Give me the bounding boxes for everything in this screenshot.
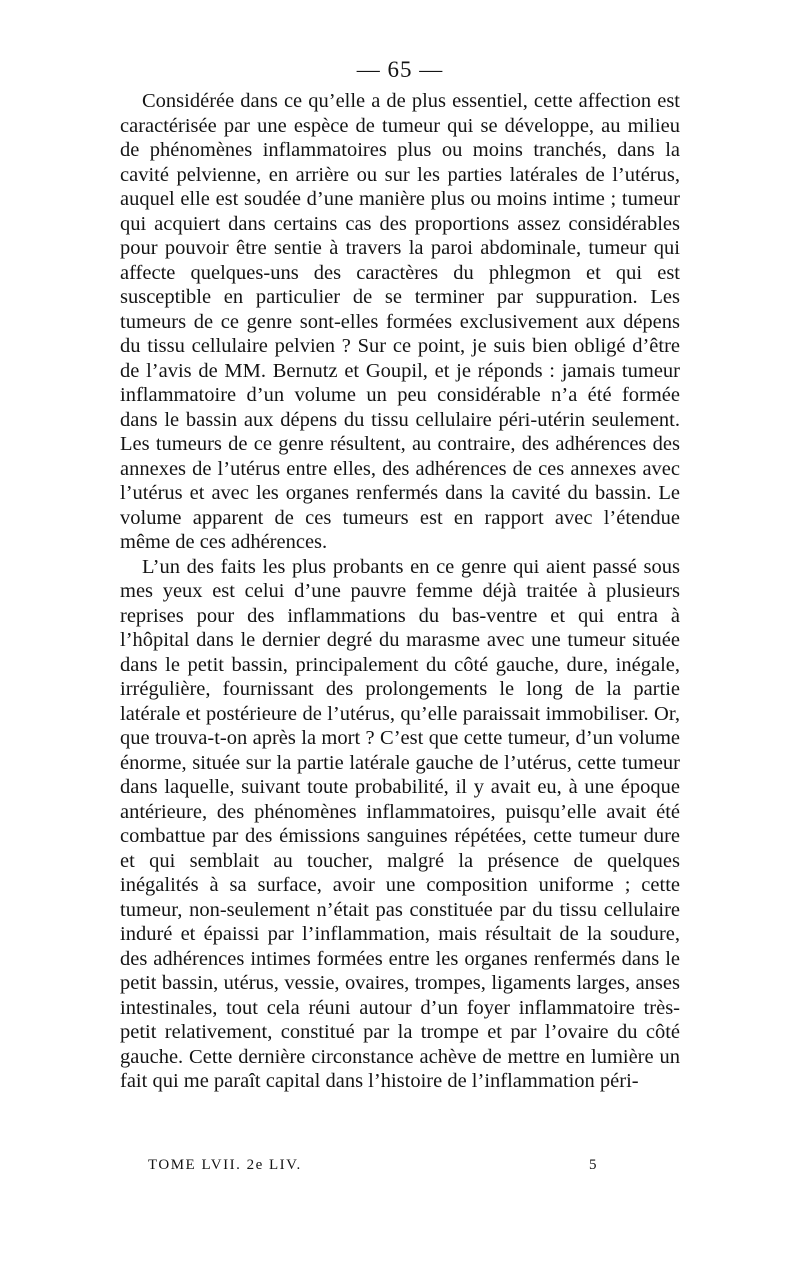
body-text bbox=[120, 89, 680, 1094]
sheet-number: 5 bbox=[589, 1157, 598, 1173]
paragraph-2: L’un des faits les plus probants en ce genre qui aient passé sous mes yeux est celui d’une pauvre femme déjà traitée à plusieurs reprises pour des inflammations du bas-ventre et qui entra à l’hôpital dans le dernier degré du marasme avec une tumeur située dans le petit bassin, principalement du côté gauche, dure, inégale, irrégulière, fournissant des prolongements le long de la partie latérale et postérieure de l’utérus, qu’elle paraissait immobiliser. Or, que trouva-t-on après la mort ? C’est que cette tumeur, d’un volume énorme, située sur la partie latérale gauche de l’utérus, cette tumeur dans laquelle, suivant toute probabilité, il y avait eu, à une époque antérieure, des phénomènes inflammatoires, puisqu’elle avait été combattue par des émissions sanguines répétées, cette tumeur dure et qui semblait au toucher, malgré la présence de quelques inégalités à sa surface, avoir une composition uniforme ; cette tumeur, non-seulement n’était pas constituée par du tissu cellulaire induré et épaissi par l’inflammation, mais résultait de la soudure, des adhérences intimes formées entre les organes renfermés dans le petit bassin, utérus, vessie, ovaires, trompes, ligaments larges, anses intestinales, tout cela réuni autour d’un foyer inflammatoire très-petit relativement, constitué par la trompe et par l’ovaire du côté gauche. Cette dernière circonstance achève de mettre en lumière un fait qui me paraît capital dans l’histoire de l’inflammation péri- bbox=[120, 555, 680, 1092]
page-number: — 65 — bbox=[356, 57, 444, 82]
page-footer bbox=[148, 1157, 598, 1181]
signature-mark: TOME LVII. 2e LIV. bbox=[148, 1157, 302, 1173]
paragraph-1: Considérée dans ce qu’elle a de plus essentiel, cette affection est caractérisée par une espèce de tumeur qui se développe, au milieu de phénomènes inflammatoires plus ou moins tranchés, dans la cavité pelvienne, en arrière ou sur les parties latérales de l’utérus, auquel elle est soudée d’une manière plus ou moins intime ; tumeur qui acquiert dans certains cas des proportions assez considérables pour pouvoir être sentie à travers la paroi abdominale, tumeur qui affecte quelques-uns des caractères du phlegmon et qui est susceptible en particulier de se terminer par suppuration. Les tumeurs de ce genre sont-elles formées exclusivement aux dépens du tissu cellulaire pelvien ? Sur ce point, je suis bien obligé d’être de l’avis de MM. Bernutz et Goupil, et je réponds : jamais tumeur inflammatoire d’un volume un peu considérable n’a été formée dans le bassin aux dépens du tissu cellulaire péri-utérin seulement. Les tumeurs de ce genre résultent, au contraire, des adhérences des annexes de l’utérus entre elles, des adhérences de ces annexes avec l’utérus et avec les organes renfermés dans la cavité du bassin. Le volume apparent de ces tumeurs est en rapport avec l’étendue même de ces adhérences. bbox=[120, 90, 680, 553]
